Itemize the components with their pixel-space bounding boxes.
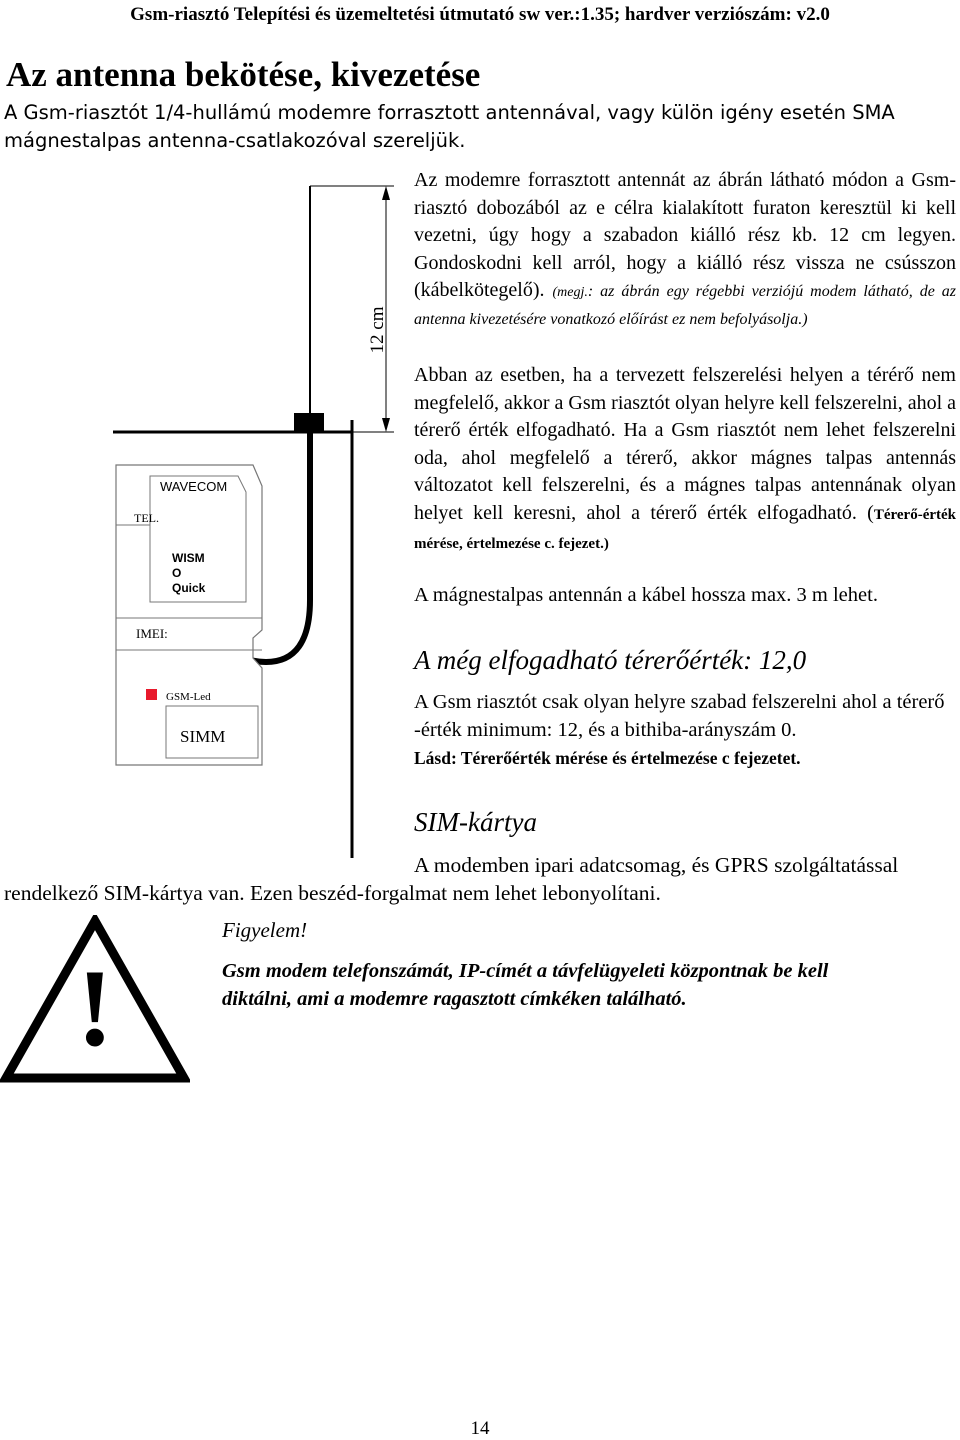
modem-model-line-1: WISM: [172, 551, 205, 565]
note-prefix: (megj.: [552, 285, 588, 300]
imei-label: IMEI:: [136, 626, 168, 641]
accept-paragraph: A Gsm riasztót csak olyan helyre szabad felszerelni ahol a térerő -érték minimum: 12, és a bithiba-arányszám 0.: [414, 691, 945, 741]
note-text: : az ábrán egy régebbi verziójú modem látható, de az antenna kivezetésére vonatkozó előírást ez nem befolyásolja.): [414, 283, 957, 328]
page-number: 14: [470, 1418, 490, 1439]
warning-line-1: Gsm modem telefonszámát, IP-címét a távfelügyeleti központnak be kell: [222, 960, 829, 982]
modem-brand: WAVECOM: [160, 479, 228, 494]
modem-model-line-2: O: [172, 566, 182, 580]
antenna-instruction-text: Az modemre forrasztott antennát az ábrán látható módon a Gsm-riasztó dobozából az e célra kialakított furaton keresztül ki kell vezetni, úgy hogy a szabadon kiálló rész kb. 12 cm legyen. Gondoskodni kell arról, hogy a kiálló rész vissza ne csússzon (kábelkötegelő).: [414, 169, 956, 301]
field-strength-reference: Térerő-érték mérése, értelmezése c. fejezet.: [414, 506, 956, 552]
intro-line-1: A Gsm-riasztót 1/4-hullámú modemre forrasztott antennával, vagy külön igény esetén SMA: [4, 101, 895, 124]
tel-label: TEL.: [134, 511, 159, 525]
dimension-label: 12 cm: [367, 306, 388, 354]
field-strength-text: Abban az esetben, ha a tervezett felszerelési helyen a térérő nem megfelelő, akkor a Gsm riasztót olyan helyre kell felszerelni, ahol a térerő érték elfogadható. Ha a Gsm riasztót nem lehet felszerelni oda, ahol megfelelő a térerő, akkor mágnes talpas antennás változatot kell felszerelni, és a mágnes talpas antennának olyan helyet kell keresni, ahol a térerő érték elfogadható. (: [414, 364, 957, 524]
intro-paragraph: [4, 99, 934, 155]
dimension-arrow-bottom: [382, 418, 390, 432]
modem-board: [116, 465, 262, 765]
warning-line-2: diktálni, ami a modemre ragasztott címkéken található.: [222, 988, 687, 1010]
dimension-arrow-top: [382, 186, 390, 200]
warning-exclamation-icon: !: [76, 947, 114, 1069]
sim-line-1: A modemben ipari adatcsomag, és GPRS szolgáltatással: [414, 853, 899, 877]
sim-heading: SIM-kártya: [414, 807, 537, 837]
gsm-led-label: GSM-Led: [166, 691, 211, 703]
sim-label: SIMM: [180, 727, 226, 746]
antenna-instruction-paragraph: [414, 167, 956, 333]
running-header: Gsm-riasztó Telepítési és üzemeltetési útmutató sw ver.:1.35; hardver verziószám: v2.0: [130, 4, 830, 25]
warning-title: Figyelem!: [222, 918, 308, 942]
field-strength-paragraph: [414, 362, 956, 559]
warning-triangle-icon: [0, 915, 190, 1085]
accept-reference: Lásd: Térerőérték mérése és értelmezése c fejezetet.: [414, 748, 801, 768]
sim-line-2: rendelkező SIM-kártya van. Ezen beszéd-forgalmat nem lehet lebonyolítani.: [4, 881, 661, 905]
intro-line-2: mágnestalpas antenna-csatlakozóval szereljük.: [4, 129, 466, 152]
cable-length-note: A mágnestalpas antennán a kábel hossza max. 3 m lehet.: [414, 584, 878, 606]
field-strength-reference-close: ): [603, 536, 609, 552]
gsm-led-indicator: [146, 689, 157, 700]
cable-gland: [294, 413, 324, 432]
accept-heading: A még elfogadható térerőérték: 12,0: [414, 645, 807, 675]
antenna-diagram: [0, 170, 410, 870]
section-title: Az antenna bekötése, kivezetése: [6, 55, 481, 94]
modem-model-line-3: Quick: [172, 581, 206, 595]
